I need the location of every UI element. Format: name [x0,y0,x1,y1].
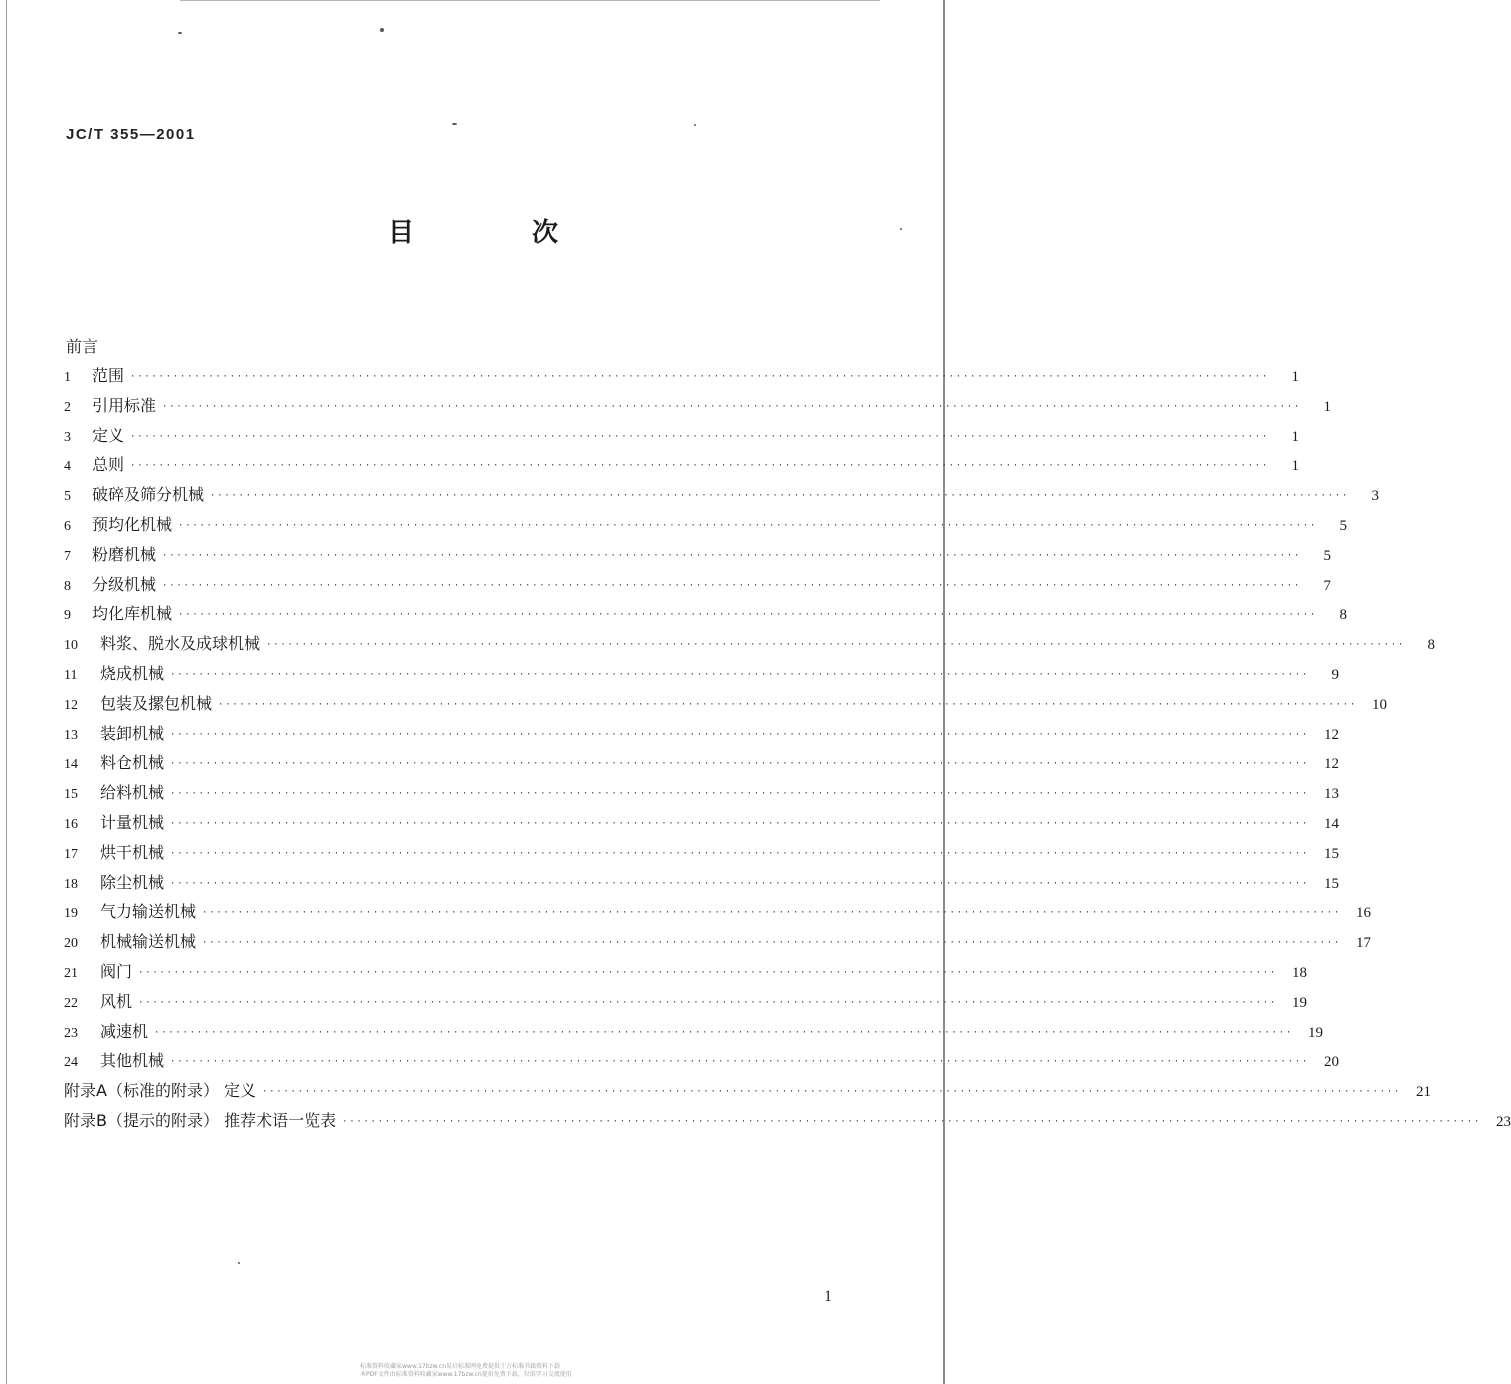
toc-title: 目 次 [388,218,605,248]
toc-entry [64,750,1339,780]
toc-entry-label: 总则 [92,455,125,475]
toc-dot-leader: ································································································································································ [130,372,1269,382]
toc-entry [64,542,1331,572]
toc-entry-page: 8 [1427,637,1435,654]
toc-entry-page: 8 [1339,607,1347,624]
toc-entry-label: 料浆、脱水及成球机械 [100,634,261,654]
toc-dot-leader: ································································································································································ [162,580,1301,591]
toc-dot-leader: ································································································································································ [170,669,1309,680]
toc-entry-number: 8 [64,578,71,594]
toc-entry [64,721,1339,751]
toc-entry [64,393,1331,423]
page-number: 1 [824,1288,832,1305]
toc-entry-page: 19 [1307,1024,1323,1041]
toc-entry-label: 定义 [92,425,125,445]
toc-entry-label: 附录A（标准的附录） 定义 [64,1081,257,1101]
toc-entry-number: 4 [64,459,71,475]
toc-entry-label: 粉磨机械 [92,544,157,564]
toc-entry-page: 18 [1291,964,1307,981]
toc-entry [64,1019,1323,1049]
toc-entry-label: 均化库机械 [92,604,173,624]
toc-entry-number: 21 [64,965,78,981]
toc-entry-label: 范围 [92,366,125,385]
toc-entry [64,1048,1339,1078]
toc-dot-leader: ································································································································································ [218,699,1357,710]
toc-entry-label: 装卸机械 [100,723,165,743]
toc-entry-number: 6 [64,518,71,534]
toc-entry [64,601,1347,631]
toc-dot-leader: ································································································································································ [170,729,1309,740]
toc-entry-number: 1 [64,370,71,385]
toc-entry-label: 减速机 [100,1021,149,1041]
toc-entry-number: 22 [64,995,78,1011]
toc-entry-page: 10 [1371,696,1387,713]
toc-entry-label: 给料机械 [100,783,165,803]
footer-line-1: 标准资料收藏家www.17bzw.cn易启标准网免费提供十万标准书籍资料下载 [360,1363,561,1370]
toc-entry [64,870,1339,900]
toc-entry-label: 气力输送机械 [100,902,197,922]
toc-entry-page: 20 [1323,1054,1339,1071]
toc-entry-label: 包装及摞包机械 [100,693,213,713]
toc-dot-leader: ································································································································································ [178,520,1317,531]
footer-line-2: 本PDF文件由标准资料收藏家www.17bzw.cn提供免费下载，仅供学习交流使用 [360,1371,572,1378]
toc-entry-number: 5 [64,489,71,505]
scan-speck [238,1262,240,1264]
toc-entry [64,780,1339,810]
toc-entry-label: 附录B（提示的附录） 推荐术语一览表 [64,1110,337,1130]
toc-entry-page: 19 [1291,994,1307,1011]
toc-dot-leader: ································································································································································ [130,461,1269,472]
toc-entry-page: 15 [1323,845,1339,862]
toc-entry-page: 5 [1339,517,1347,534]
toc-dot-leader: ································································································································································ [162,401,1301,412]
toc-entry-number: 24 [64,1055,78,1071]
toc-entry [64,661,1339,691]
footer-note [360,1363,572,1379]
toc-entry-number: 2 [64,399,71,415]
toc-entry-label: 机械输送机械 [100,932,197,952]
toc-entry-number: 10 [64,638,78,654]
toc-dot-leader: ································································································································································ [154,1027,1293,1038]
toc-dot-leader: ································································································································································ [178,610,1317,621]
toc-dot-leader: ································································································································································ [262,1087,1401,1098]
toc-entry-label: 预均化机械 [92,514,173,534]
toc-entry-page: 7 [1323,577,1331,594]
toc-entry-number: 11 [64,667,78,683]
scan-speck [178,32,182,34]
toc-dot-leader: ································································································································································ [170,1057,1309,1068]
toc-entry-label: 分级机械 [92,574,157,594]
toc-dot-leader: ································································································································································ [170,789,1309,800]
toc-entry [64,482,1379,512]
toc-dot-leader: ································································································································································ [170,759,1309,770]
toc-entry-number: 15 [64,787,78,803]
toc-dot-leader: ································································································································································ [202,938,1341,949]
toc-entry [64,631,1435,661]
toc-entry-page: 9 [1331,666,1339,683]
toc-entry [64,363,1299,393]
toc-entry-number: 7 [64,548,71,564]
toc-dot-leader: ································································································································································ [170,818,1309,829]
toc-dot-leader: ································································································································································ [266,640,1405,651]
toc-entry-number: 14 [64,757,78,773]
toc-entry-label: 烧成机械 [100,663,165,683]
toc-entry-page: 5 [1323,547,1331,564]
toc-entry-number: 23 [64,1025,78,1041]
toc-entry [64,929,1371,959]
toc-preface: 前言 [66,337,99,356]
toc-entry [64,840,1339,870]
toc-entry-label: 风机 [100,991,133,1011]
toc-dot-leader: ································································································································································ [170,878,1309,889]
toc-entry-number: 18 [64,876,78,892]
toc-entry [64,899,1371,929]
toc-entry [64,810,1339,840]
toc-entry [64,989,1307,1019]
toc-entry-page: 23 [1496,1113,1511,1130]
toc-entry-page: 16 [1355,905,1371,922]
toc-entry [64,572,1331,602]
toc-entry-page: 15 [1323,875,1339,892]
toc-entry-page: 21 [1416,1084,1431,1101]
scan-speck [452,123,457,125]
toc-entry-label: 计量机械 [100,812,165,832]
toc-entry-number: 12 [64,697,78,713]
toc-entry-label: 烘干机械 [100,842,165,862]
scan-speck [694,124,696,126]
toc-entry-number: 9 [64,608,71,624]
toc-dot-leader: ································································································································································ [138,967,1277,978]
toc-entry-number: 20 [64,936,78,952]
scan-edge-right [943,0,945,1384]
toc-entry-page: 1 [1323,398,1331,415]
toc-entry-number: 19 [64,906,78,922]
toc-entry-number: 16 [64,816,78,832]
toc-entry-page: 12 [1323,726,1339,743]
toc-entry-label: 引用标准 [92,395,157,415]
toc-entry-label: 其他机械 [100,1051,165,1071]
toc-dot-leader: ································································································································································ [202,908,1341,919]
toc-entry [64,1108,1511,1138]
scan-speck [380,28,384,32]
toc-entry-page: 3 [1371,488,1379,505]
toc-entry-page: 1 [1291,428,1299,445]
toc-entry [64,1078,1431,1108]
corner-watermark: · · · [902,13,904,37]
scan-speck [900,228,902,230]
toc-entry-label: 破碎及筛分机械 [92,485,205,505]
toc-entry-label: 料仓机械 [100,753,165,773]
toc-entry-label: 除尘机械 [100,872,165,892]
toc-dot-leader: ································································································································································ [342,1116,1482,1127]
toc-dot-leader: ································································································································································ [130,431,1269,442]
toc-entry [64,452,1299,482]
toc-entry-number: 17 [64,846,78,862]
document-code: JC/T 355—2001 [66,126,196,143]
toc-entry [64,691,1387,721]
toc-entry [64,423,1299,453]
toc-entry-page: 17 [1355,935,1371,952]
toc-dot-leader: ································································································································································ [170,848,1309,859]
toc-entry-page: 1 [1291,369,1299,385]
toc-entry-page: 1 [1291,458,1299,475]
table-of-contents [64,363,1511,1138]
toc-entry [64,959,1307,989]
toc-entry-page: 13 [1323,786,1339,803]
toc-entry-number: 13 [64,727,78,743]
scan-edge-left [6,0,7,1384]
toc-dot-leader: ································································································································································ [210,491,1349,502]
scan-edge-top [180,0,880,1]
toc-entry-page: 14 [1323,815,1339,832]
toc-entry-number: 3 [64,429,71,445]
toc-dot-leader: ································································································································································ [138,997,1277,1008]
toc-entry-label: 阀门 [100,961,133,981]
toc-entry [64,512,1347,542]
toc-entry-page: 12 [1323,756,1339,773]
toc-dot-leader: ································································································································································ [162,550,1301,561]
